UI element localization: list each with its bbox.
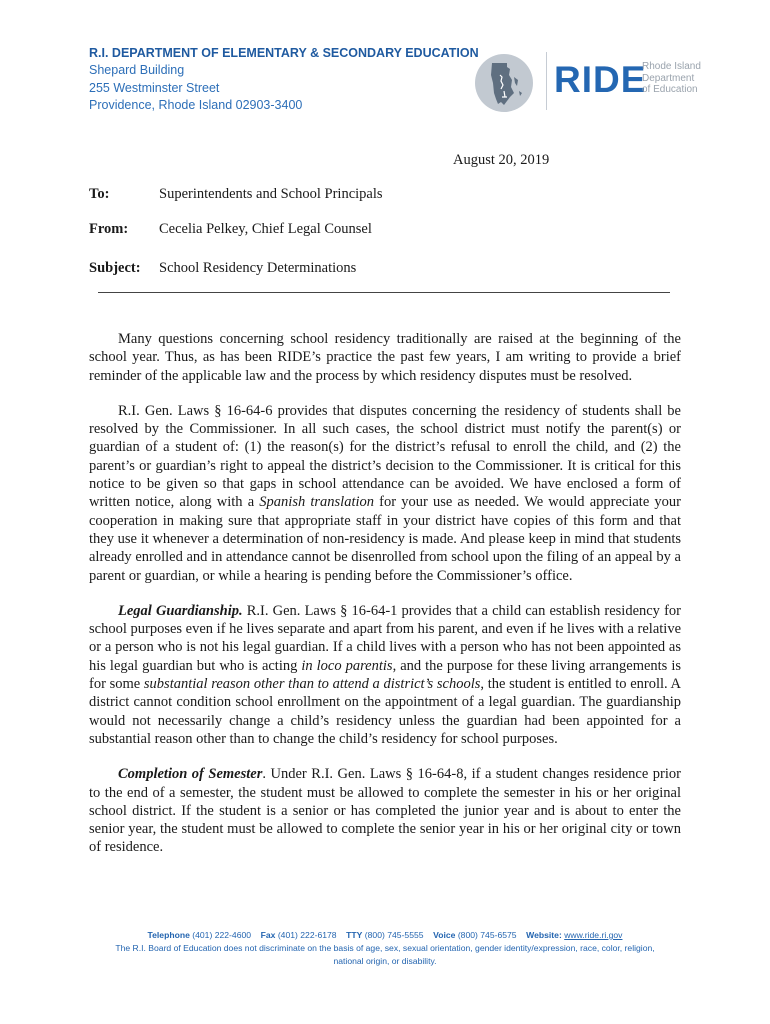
building-name: Shepard Building — [89, 63, 185, 77]
letter-body — [89, 330, 681, 874]
memo-divider — [98, 292, 670, 293]
city-address: Providence, Rhode Island 02903-3400 — [89, 98, 303, 112]
footer-disclaimer: The R.I. Board of Education does not discriminate on the basis of age, sex, sexual orientation, gender identity/expression, race, color, religion, — [115, 943, 655, 953]
letterhead — [89, 45, 479, 115]
ride-logo — [474, 50, 706, 112]
paragraph-completion-of-semester: Completion of Semester. Under R.I. Gen. Laws § 16-64-8, if a student changes residence prior to the end of a semester, the student must be allowed to complete the semester in his or her original school district. If the student is a senior or has completed the junior year and is about to enter the senior year, the student must be allowed to complete the senior year in his or her original city or town of residence. — [89, 766, 681, 856]
website-link[interactable]: www.ride.ri.gov — [564, 930, 623, 940]
memo-date: August 20, 2019 — [453, 152, 550, 168]
spanish-translation-text: Spanish translation — [259, 494, 375, 511]
legal-guardianship-heading: Legal Guardianship. — [118, 602, 243, 619]
logo-divider — [546, 52, 547, 110]
from-value: Cecelia Pelkey, Chief Legal Counsel — [159, 221, 372, 237]
from-label: From: — [89, 221, 129, 237]
subject-label: Subject: — [89, 260, 141, 276]
to-value: Superintendents and School Principals — [159, 186, 383, 202]
footer — [40, 929, 730, 968]
paragraph-legal-guardianship: Legal Guardianship. R.I. Gen. Laws § 16-64-1 provides that a child can establish residency for school purposes even if he lives separate and apart from his parent, and even if he lives with a relative or a person who is not his legal guardian. If a child lives with a person who has not been appointed as his legal guardian but who is acting in loco parentis, and the purpose for these living arrangements is for some substantial reason other than to attend a district’s schools, the student is entitled to enroll. A district cannot condition school enrollment on the appointment of a legal guardian. The guardianship would not necessarily change a child’s residency unless the guardian had been appointed for a substantial reason other than to change the child’s residency for school purposes. — [89, 602, 681, 747]
footer-disclaimer-cont: national origin, or disability. — [333, 956, 437, 966]
subject-value: School Residency Determinations — [159, 260, 357, 276]
paragraph-intro: Many questions concerning school residency traditionally are raised at the beginning of the school year. Thus, as has been RIDE’s practice the past few years, I am writing to provide a brief reminder of the applicable law and the process by which residency disputes must be resolved. — [89, 331, 681, 384]
rhode-island-map-seal-icon — [474, 53, 534, 113]
ride-subtitle: Rhode Island Department of Education — [642, 61, 701, 95]
footer-contacts: Telephone (401) 222-4600 Fax (401) 222-6178 TTY (800) 745-5555 Voice (800) 745-6575 Website: www.ride.ri.gov — [147, 930, 623, 940]
paragraph-residency-disputes: R.I. Gen. Laws § 16-64-6 provides that disputes concerning the residency of students shall be resolved by the Commissioner. In all such cases, the school district must notify the parent(s) or guardian of a student of: (1) the reason(s) for the district’s refusal to enroll the child, and (2) the parent’s or guardian’s right to appeal the district’s decision to the Commissioner. It is critical for this notice to be given so that gaps in school attendance can be avoided. We have enclosed a form of written notice, along with a Spanish translation for your use as needed. We would appreciate your cooperation in making sure that appropriate staff in your district have copies of this form and that they use it whenever a determination of non-residency is made. And please keep in mind that students already enrolled and in attendance cannot be disenrolled from school upon the filing of an appeal by a parent or guardian, or while a hearing is pending before the Commissioner’s office. — [89, 402, 681, 584]
to-label: To: — [89, 186, 110, 202]
completion-of-semester-heading: Completion of Semester — [118, 766, 263, 783]
department-name: R.I. DEPARTMENT OF ELEMENTARY & SECONDARY EDUCATION — [89, 46, 479, 60]
ride-wordmark: RIDE — [554, 59, 647, 100]
street-address: 255 Westminster Street — [89, 80, 220, 95]
